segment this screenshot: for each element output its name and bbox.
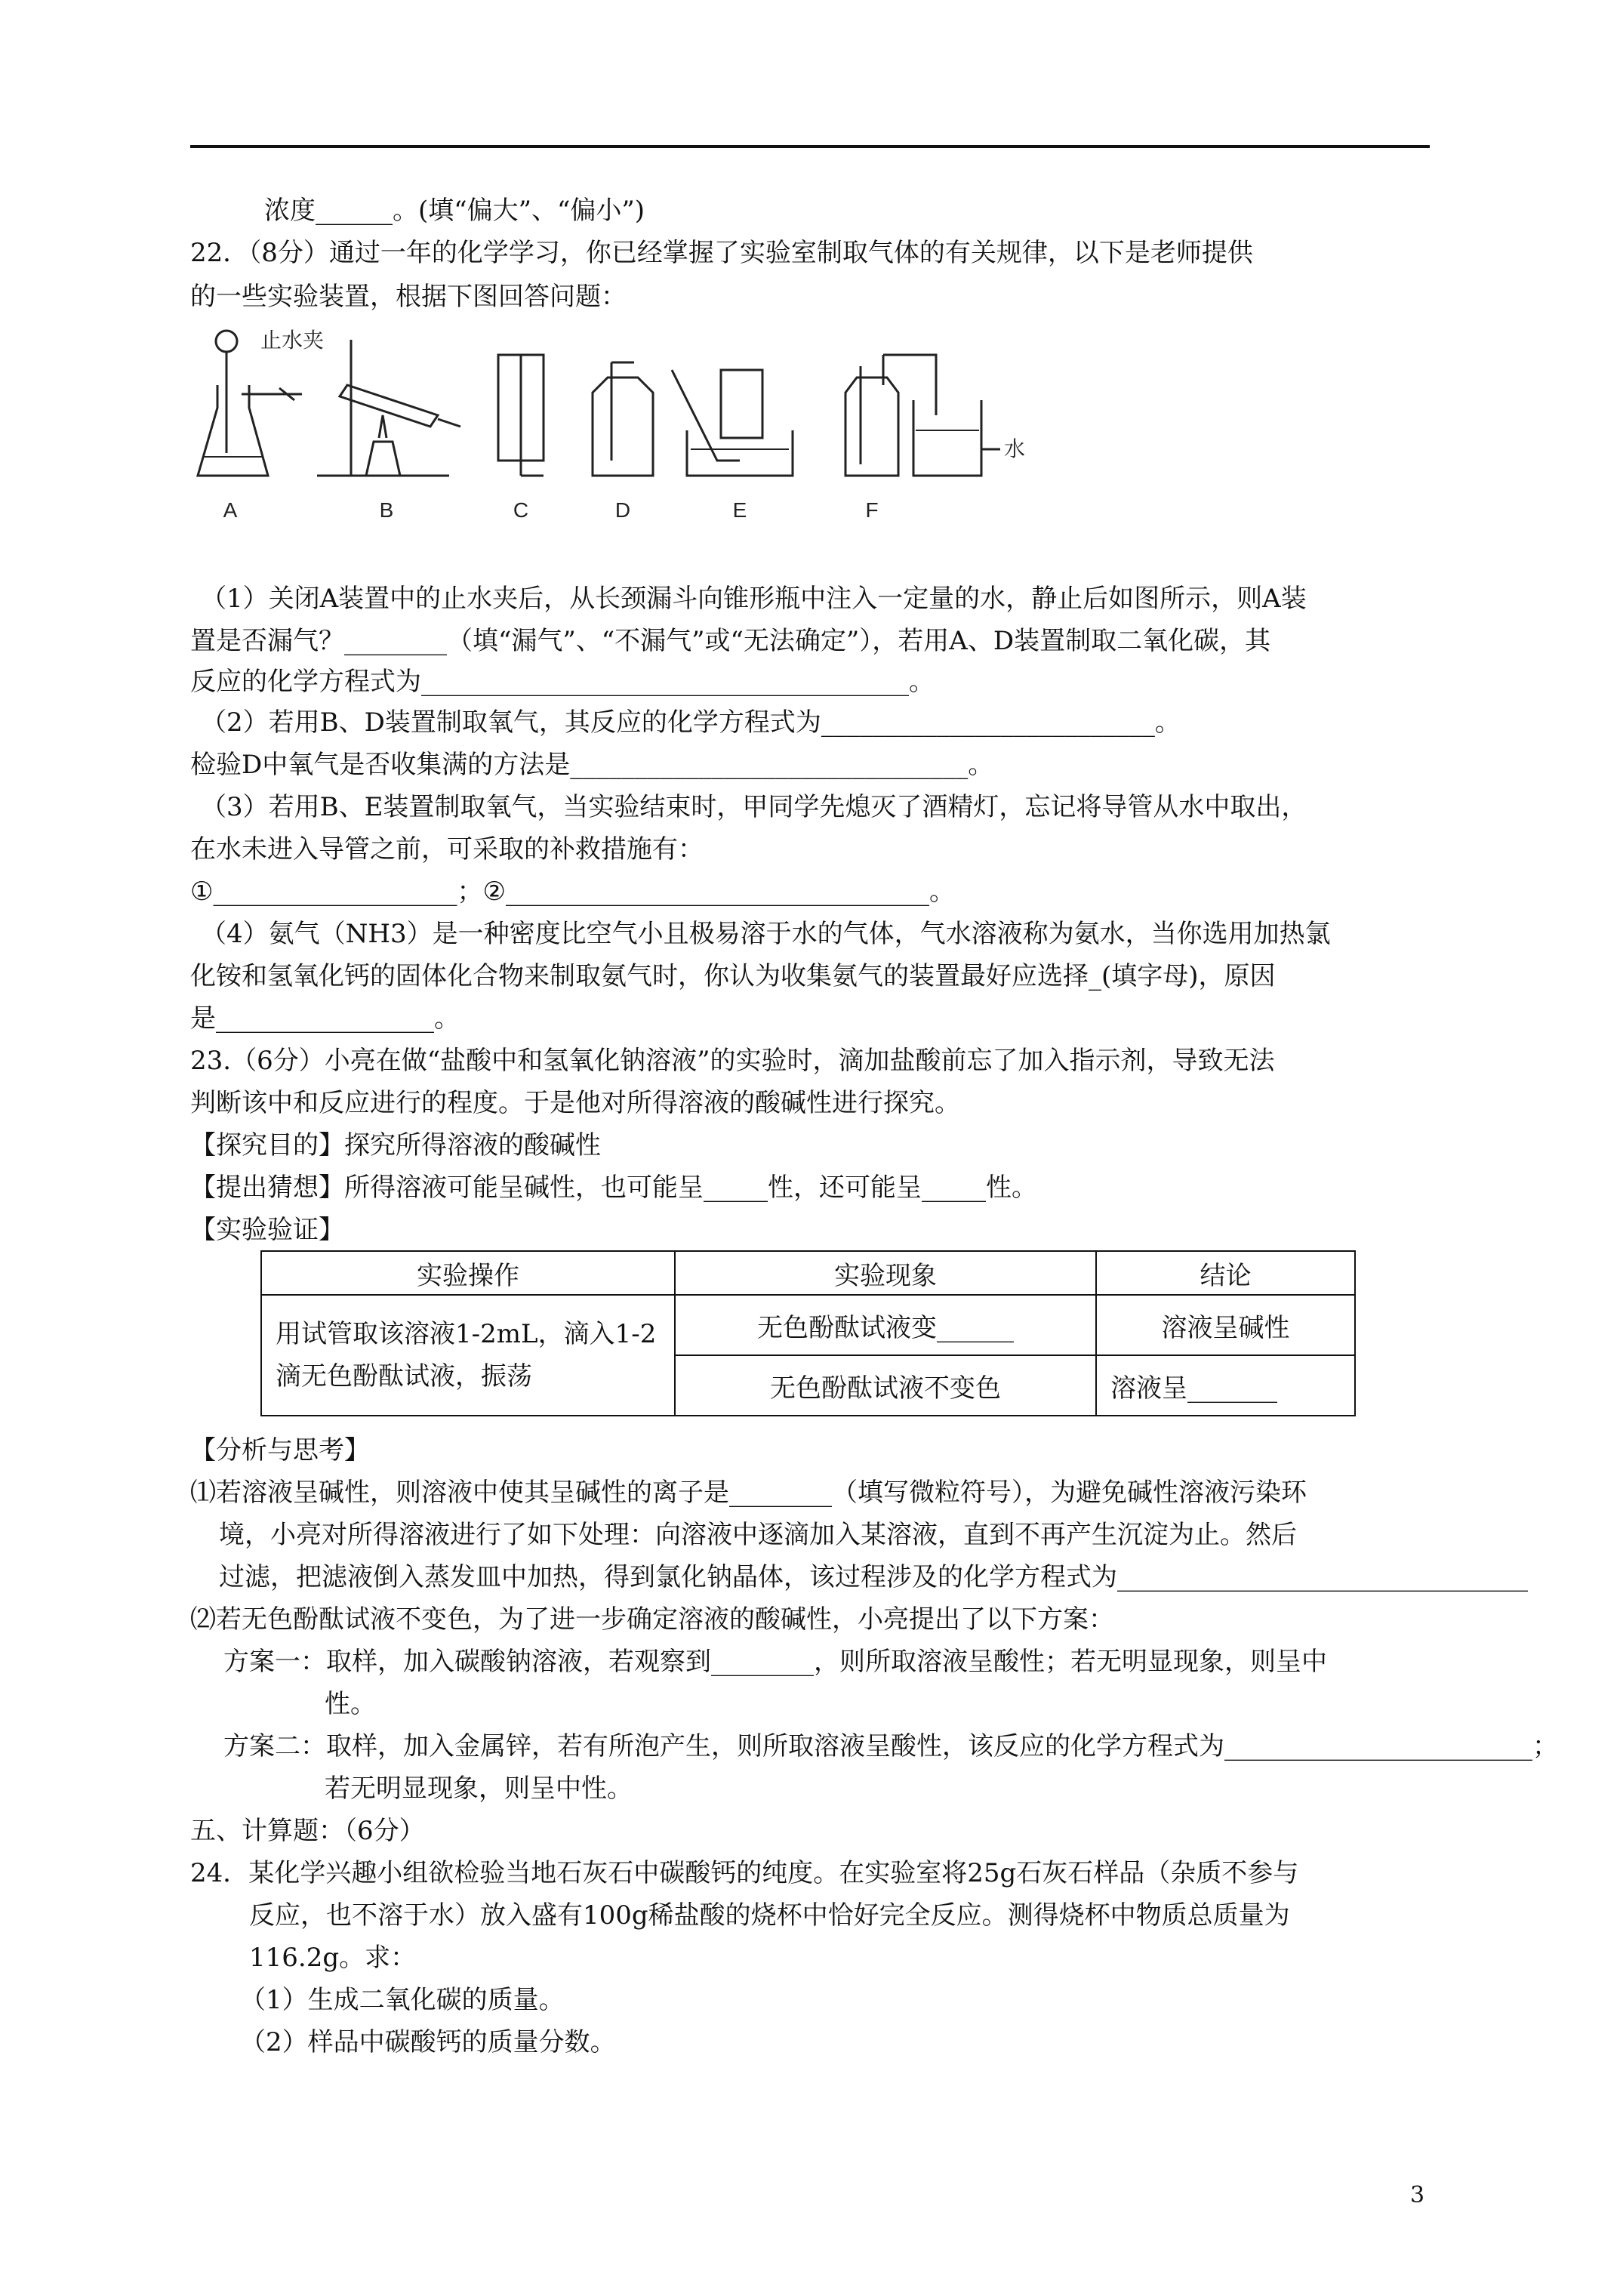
q23-purpose: 【探究目的】探究所得溶液的酸碱性 (190, 1130, 601, 1160)
table-cell-conclusion: 溶液呈碱性 (1096, 1295, 1355, 1355)
apparatus-d-bottle (593, 362, 653, 476)
figure-clamp-label: 止水夹 (260, 328, 325, 352)
figure-label-c: C (513, 498, 529, 522)
q24-line1: 24．某化学兴趣小组欲检验当地石灰石中碳酸钙的纯度。在实验室将25g石灰石样品（杂质不参与 (190, 1858, 1299, 1888)
q24-line3: 116.2g。求： (249, 1943, 417, 1973)
q23-analysis1-line2: 境，小亮对所得溶液进行了如下处理：向溶液中逐滴加入某溶液，直到不再产生沉淀为止。然后 (219, 1520, 1297, 1550)
q23-plan1-line1: 方案一：取样，加入碳酸钠溶液，若观察到________，则所取溶液呈酸性；若无明显现象，则呈中 (223, 1647, 1327, 1677)
figure-label-a: A (223, 498, 238, 522)
table-row (261, 1295, 1355, 1355)
table-cell-conclusion: 溶液呈_______ (1096, 1355, 1355, 1416)
q23-verification-heading: 【实验验证】 (190, 1215, 344, 1245)
q23-analysis1-line1: ⑴若溶液呈碱性，则溶液中使其呈碱性的离子是________（填写微粒符号），为避免碱性溶液污染环 (190, 1478, 1307, 1508)
table-header-conclusion: 结论 (1096, 1251, 1355, 1295)
q23-intro-line2: 判断该中和反应进行的程度。于是他对所得溶液的酸碱性进行探究。 (190, 1088, 960, 1118)
table-cell-operation: 用试管取该溶液1-2mL，滴入1-2滴无色酚酞试液，振荡 (261, 1295, 675, 1416)
q23-intro-line1: 23.（6分）小亮在做“盐酸中和氢氧化钠溶液”的实验时，滴加盐酸前忘了加入指示剂，导致无法 (190, 1046, 1275, 1076)
q23-plan1-line2: 性。 (325, 1689, 376, 1719)
apparatus-b-heating-stand (317, 340, 460, 476)
figure-label-f: F (865, 498, 879, 522)
q22-part2-line1: （2）若用B、D装置制取氧气，其反应的化学方程式为__________________________。 (201, 707, 1181, 738)
q22-part1-line3: 反应的化学方程式为______________________________________。 (190, 667, 935, 697)
q22-part2-line2: 检验D中氧气是否收集满的方法是_______________________________。 (190, 750, 994, 780)
q22-intro-line2: 的一些实验装置，根据下图回答问题： (190, 282, 627, 312)
figure-label-d: D (614, 498, 631, 522)
experiment-table (260, 1250, 1356, 1416)
figure-water-label: 水 (1004, 437, 1026, 461)
apparatus-c-bottle (498, 355, 544, 476)
figure-label-e: E (732, 498, 747, 522)
q23-plan2-line1: 方案二：取样，加入金属锌，若有所泡产生，则所取溶液呈酸性，该反应的化学方程式为________________________； (223, 1731, 1558, 1761)
table-cell-phenomenon: 无色酚酞试液变______ (675, 1295, 1096, 1355)
table-cell-phenomenon: 无色酚酞试液不变色 (675, 1355, 1096, 1416)
q24-part1: （1）生成二氧化碳的质量。 (240, 1985, 565, 2015)
q22-part4-line2: 化铵和氢氧化钙的固体化合物来制取氨气时，你认为收集氨气的装置最好应选择_(填字母)，原因 (190, 961, 1276, 991)
q21-continuation: 浓度______。(填“偏大”、“偏小”) (264, 196, 645, 226)
figure-label-b: B (379, 498, 394, 522)
q22-intro-line1: 22．（8分）通过一年的化学学习，你已经掌握了实验室制取气体的有关规律，以下是老师提供 (190, 238, 1253, 268)
table-header-row (261, 1251, 1355, 1295)
q23-analysis-heading: 【分析与思考】 (190, 1435, 370, 1465)
page-number: 3 (1410, 2182, 1425, 2208)
q22-part4-line1: （4）氨气（NH3）是一种密度比空气小且极易溶于水的气体，气水溶液称为氨水，当你选用加热氯 (201, 919, 1331, 949)
q22-part1-line1: （1）关闭A装置中的止水夹后，从长颈漏斗向锥形瓶中注入一定量的水，静止后如图所示，则A装 (201, 584, 1307, 614)
q23-analysis2-line1: ⑵若无色酚酞试液不变色，为了进一步确定溶液的酸碱性，小亮提出了以下方案： (190, 1604, 1114, 1635)
table-header-phenomenon: 实验现象 (675, 1251, 1096, 1295)
header-rule (190, 145, 1430, 148)
q24-line2: 反应，也不溶于水）放入盛有100g稀盐酸的烧杯中恰好完全反应。测得烧杯中物质总质量为 (249, 1900, 1290, 1931)
apparatus-f-bottle-beaker (845, 355, 1000, 476)
q22-part4-line3: 是_________________。 (190, 1003, 460, 1034)
table-header-operation: 实验操作 (261, 1251, 675, 1295)
q22-part3-line2: 在水未进入导管之前，可采取的补救措施有： (190, 834, 704, 864)
q24-part2: （2）样品中碳酸钙的质量分数。 (240, 2027, 616, 2057)
apparatus-e-water-trough (672, 370, 793, 476)
q23-hypothesis: 【提出猜想】所得溶液可能呈碱性，也可能呈_____性，还可能呈_____性。 (190, 1173, 1037, 1203)
q23-analysis1-line3: 过滤，把滤液倒入蒸发皿中加热，得到氯化钠晶体，该过程涉及的化学方程式为________________________________ (219, 1562, 1528, 1592)
apparatus-figure (189, 325, 1026, 544)
q22-part3-line3: ①___________________；②_________________________________。 (190, 877, 955, 907)
q22-part3-line1: （3）若用B、E装置制取氧气，当实验结束时，甲同学先熄灭了酒精灯，忘记将导管从水中取出， (201, 792, 1307, 822)
apparatus-a-conical-flask (198, 331, 302, 476)
section5-heading: 五、计算题：（6分） (190, 1816, 425, 1846)
q22-part1-line2: 置是否漏气？________（填“漏气”、“不漏气”或“无法确定”），若用A、D装置制取二氧化碳，其 (190, 626, 1271, 656)
q23-plan2-line2: 若无明显现象，则呈中性。 (325, 1774, 633, 1804)
